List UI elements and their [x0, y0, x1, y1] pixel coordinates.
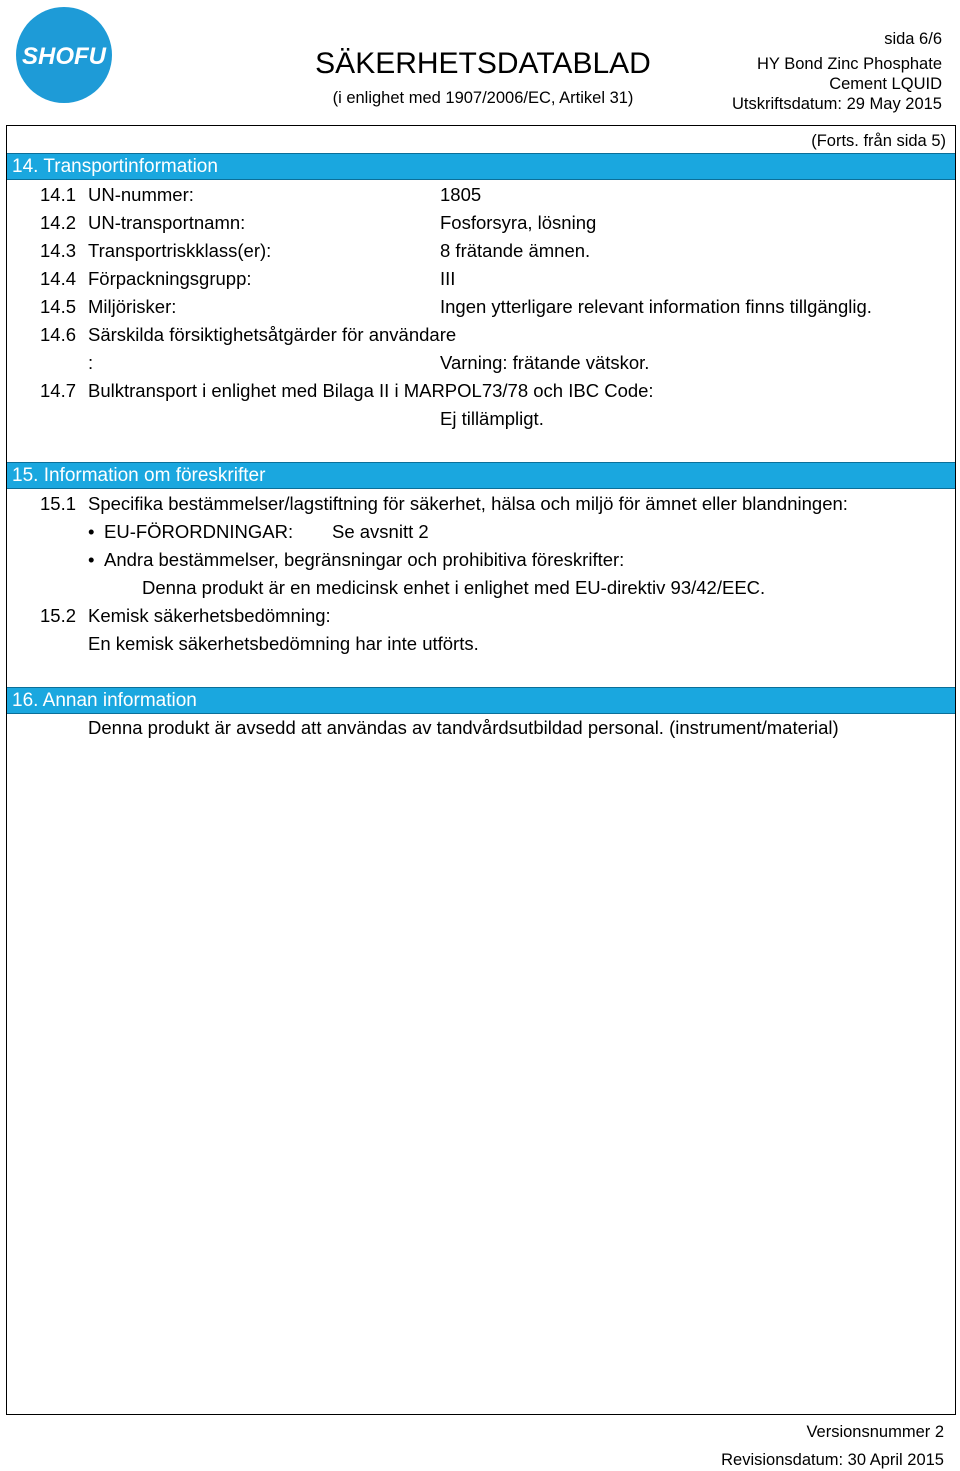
document-title: SÄKERHETSDATABLAD	[315, 47, 651, 80]
row-14-6-label: Särskilda försiktighetsåtgärder för användare	[88, 324, 457, 345]
row-14-1-number: 14.1	[40, 184, 77, 205]
row-14-2-value: Fosforsyra, lösning	[440, 212, 597, 233]
document-subtitle: (i enlighet med 1907/2006/EC, Artikel 31)	[332, 89, 634, 107]
row-14-5-number: 14.5	[40, 296, 77, 317]
row-14-3-number: 14.3	[40, 240, 77, 261]
revision-date: Revisionsdatum: 30 April 2015	[721, 1451, 944, 1469]
content-frame	[6, 125, 956, 1415]
page-number: sida 6/6	[884, 30, 942, 48]
section-16-bar	[7, 687, 955, 714]
eu-regulations-value: Se avsnitt 2	[332, 521, 429, 542]
row-14-7-value: Ej tillämpligt.	[440, 408, 544, 429]
section-16-text: Denna produkt är avsedd att användas av tandvårdsutbildad personal. (instrument/material)	[88, 717, 839, 738]
other-regulations-label: Andra bestämmelser, begränsningar och prohibitiva föreskrifter:	[104, 549, 625, 570]
row-14-3-label: Transportriskklass(er):	[88, 240, 272, 261]
bullet-icon: •	[88, 549, 95, 570]
row-15-2-label: Kemisk säkerhetsbedömning:	[88, 605, 331, 626]
row-14-6-value: Varning: frätande vätskor.	[440, 352, 650, 373]
row-14-2-label: UN-transportnamn:	[88, 212, 246, 233]
row-14-5-label: Miljörisker:	[88, 296, 177, 317]
section-15-bar	[7, 462, 955, 489]
row-15-1-number: 15.1	[40, 493, 77, 514]
row-14-1-label: UN-nummer:	[88, 184, 194, 205]
row-14-4-label: Förpackningsgrupp:	[88, 268, 252, 289]
row-14-6-number: 14.6	[40, 324, 77, 345]
product-name-line2: Cement LQUID	[829, 75, 942, 93]
version-number: Versionsnummer 2	[806, 1423, 944, 1441]
product-name-line1: HY Bond Zinc Phosphate	[757, 55, 942, 73]
row-14-7-number: 14.7	[40, 380, 77, 401]
print-date: Utskriftsdatum: 29 May 2015	[731, 95, 942, 113]
bullet-icon: •	[88, 521, 95, 542]
section-14-bar	[7, 153, 955, 180]
row-14-3-value: 8 frätande ämnen.	[440, 240, 591, 261]
row-14-5-value: Ingen ytterligare relevant information finns tillgänglig.	[440, 296, 872, 317]
row-14-1-value: 1805	[440, 184, 482, 205]
section-15-heading: 15. Information om föreskrifter	[12, 465, 266, 486]
row-14-2-number: 14.2	[40, 212, 77, 233]
row-14-4-value: III	[440, 268, 456, 289]
section-14-heading: 14. Transportinformation	[12, 156, 218, 177]
continued-note: (Forts. från sida 5)	[811, 132, 946, 150]
row-15-1-label: Specifika bestämmelser/lagstiftning för säkerhet, hälsa och miljö för ämnet eller blandningen:	[88, 493, 848, 514]
row-14-4-number: 14.4	[40, 268, 77, 289]
row-14-6-colon: :	[88, 352, 94, 373]
eu-regulations-label: EU-FÖRORDNINGAR:	[104, 521, 294, 542]
section-16-heading: 16. Annan information	[12, 690, 197, 711]
other-regulations-value: Denna produkt är en medicinsk enhet i enlighet med EU-direktiv 93/42/EEC.	[142, 577, 766, 598]
row-15-2-value: En kemisk säkerhetsbedömning har inte utförts.	[88, 633, 479, 654]
row-14-7-label: Bulktransport i enlighet med Bilaga II i MARPOL73/78 och IBC Code:	[88, 380, 654, 401]
logo-text: SHOFU	[22, 43, 106, 70]
row-15-2-number: 15.2	[40, 605, 77, 626]
